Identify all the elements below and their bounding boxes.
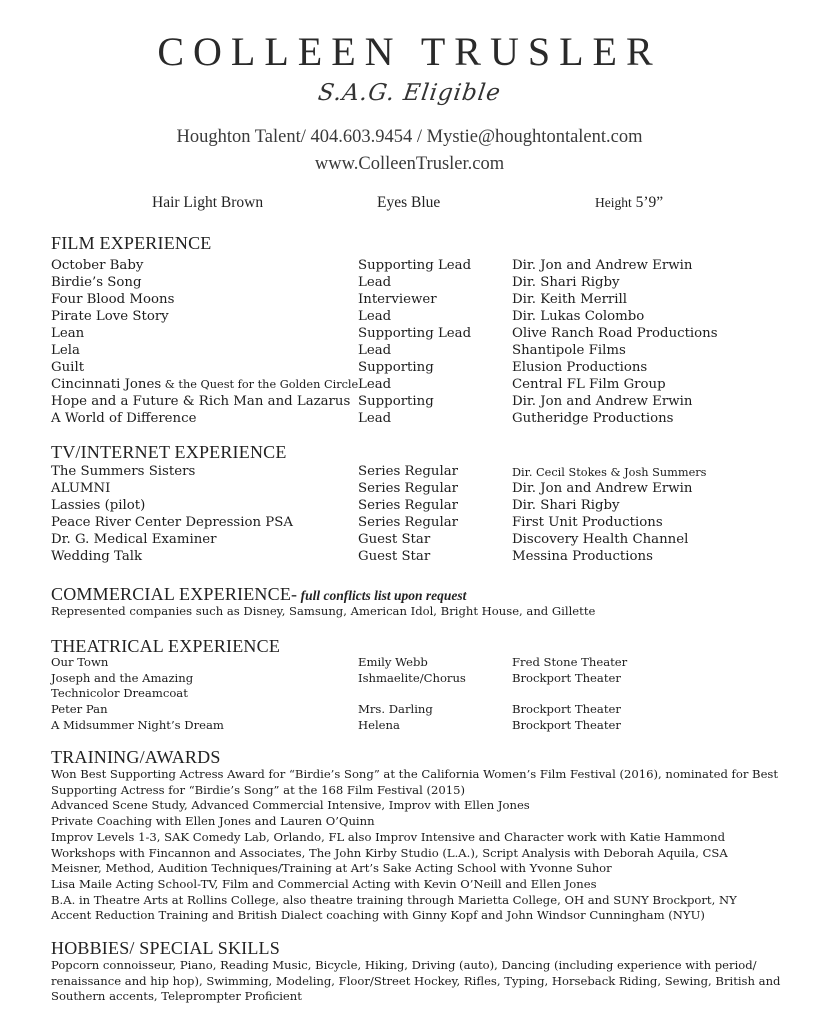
commercial-heading bbox=[51, 584, 466, 605]
theatrical-venue: Brockport Theater bbox=[512, 717, 621, 732]
film-credit: Dir. Jon and Andrew Erwin bbox=[512, 394, 693, 409]
tv-title: Wedding Talk bbox=[51, 549, 143, 564]
theatrical-title: Our Town bbox=[51, 655, 109, 669]
tv-credit: Dir. Jon and Andrew Erwin bbox=[512, 481, 693, 496]
hobbies-list bbox=[51, 958, 781, 1005]
website: www.ColleenTrusler.com bbox=[314, 154, 505, 174]
sag-eligible-signature: S.A.G. Eligible bbox=[316, 80, 503, 106]
training-line: B.A. in Theatre Arts at Rollins College, also theatre training through Marietta College, OH and SUNY Brockport, NY bbox=[51, 892, 737, 907]
film-credit: Shantipole Films bbox=[512, 343, 626, 358]
film-title: Hope and a Future & Rich Man and Lazarus bbox=[51, 394, 351, 409]
film-title: Lela bbox=[51, 343, 80, 358]
film-role: Lead bbox=[358, 377, 392, 392]
theatrical-venue: Fred Stone Theater bbox=[512, 655, 628, 669]
tv-credit: Messina Productions bbox=[512, 549, 653, 564]
training-line: Supporting Actress for “Birdie’s Song” at the 168 Film Festival (2015) bbox=[51, 782, 466, 797]
film-role: Interviewer bbox=[358, 292, 437, 307]
tv-role: Guest Star bbox=[358, 549, 431, 564]
commercial-heading-label: COMMERCIAL EXPERIENCE- bbox=[51, 584, 298, 604]
hair-color: Hair Light Brown bbox=[152, 194, 264, 211]
film-title: October Baby bbox=[51, 258, 144, 273]
tv-title: Peace River Center Depression PSA bbox=[51, 515, 293, 530]
theatrical-title: Peter Pan bbox=[51, 702, 108, 717]
theatrical-title: A Midsummer Night’s Dream bbox=[51, 717, 224, 732]
training-list bbox=[51, 767, 781, 924]
hobbies-line: renaissance and hip hop), Swimming, Modeling, Floor/Street Hockey, Rifles, Typing, Horseback Riding, Sewing, British and bbox=[51, 973, 781, 988]
film-credit: Dir. Keith Merrill bbox=[512, 292, 628, 307]
commercial-text: Represented companies such as Disney, Samsung, American Idol, Bright House, and Gillette bbox=[51, 604, 596, 618]
tv-title: ALUMNI bbox=[51, 481, 111, 496]
film-title: Four Blood Moons bbox=[51, 292, 175, 307]
hobbies-line: Southern accents, Teleprompter Proficient bbox=[51, 989, 302, 1004]
hobbies-line: Popcorn connoisseur, Piano, Reading Music, Bicycle, Hiking, Driving (auto), Dancing (including experience with period/ bbox=[51, 958, 757, 972]
film-title: Pirate Love Story bbox=[51, 309, 169, 324]
training-line: Improv Levels 1-3, SAK Comedy Lab, Orlando, FL also Improv Intensive and Character work with Katie Hammond bbox=[51, 829, 726, 844]
tv-credit: First Unit Productions bbox=[512, 515, 663, 530]
film-role: Supporting Lead bbox=[358, 326, 472, 341]
film-credit: Elusion Productions bbox=[512, 360, 648, 375]
film-role: Lead bbox=[358, 275, 392, 290]
training-line: Private Coaching with Ellen Jones and Lauren O’Quinn bbox=[51, 814, 375, 829]
theatrical-role: Emily Webb bbox=[358, 655, 428, 669]
film-heading: FILM EXPERIENCE bbox=[51, 233, 212, 253]
theatrical-venue: Brockport Theater bbox=[512, 702, 621, 717]
agency-contact: Houghton Talent/ 404.603.9454 / Mystie@houghtontalent.com bbox=[176, 127, 643, 147]
tv-heading: TV/INTERNET EXPERIENCE bbox=[51, 442, 287, 462]
training-line: Lisa Maile Acting School-TV, Film and Commercial Acting with Kevin O’Neill and Ellen Jones bbox=[51, 876, 597, 891]
tv-role: Series Regular bbox=[358, 481, 458, 496]
film-credit: Gutheridge Productions bbox=[512, 411, 674, 426]
tv-credit: Dir. Cecil Stokes & Josh Summers bbox=[512, 466, 707, 479]
film-credit: Dir. Jon and Andrew Erwin bbox=[512, 258, 693, 273]
film-role: Lead bbox=[358, 343, 392, 358]
film-credit: Dir. Shari Rigby bbox=[512, 275, 620, 290]
tv-credit: Discovery Health Channel bbox=[512, 532, 689, 547]
tv-role: Series Regular bbox=[358, 464, 458, 479]
film-role: Supporting bbox=[358, 360, 434, 375]
training-line: Advanced Scene Study, Advanced Commercial Intensive, Improv with Ellen Jones bbox=[51, 798, 530, 813]
film-role: Supporting bbox=[358, 394, 434, 409]
film-role: Lead bbox=[358, 309, 392, 324]
tv-credit: Dir. Shari Rigby bbox=[512, 498, 620, 513]
theatrical-venue: Brockport Theater bbox=[512, 670, 621, 685]
theatrical-role: Ishmaelite/Chorus bbox=[358, 670, 466, 685]
tv-role: Series Regular bbox=[358, 515, 458, 530]
film-role: Supporting Lead bbox=[358, 258, 472, 273]
film-title: A World of Difference bbox=[51, 411, 197, 426]
theatrical-heading: THEATRICAL EXPERIENCE bbox=[51, 636, 281, 656]
film-credit: Olive Ranch Road Productions bbox=[512, 326, 718, 341]
tv-title: Lassies (pilot) bbox=[51, 498, 146, 513]
film-title-suffix: & the Quest for the Golden Circle bbox=[161, 378, 359, 391]
eye-color: Eyes Blue bbox=[377, 194, 441, 211]
training-heading: TRAINING/AWARDS bbox=[51, 747, 221, 767]
film-title: Birdie’s Song bbox=[51, 275, 142, 290]
theatrical-title: Joseph and the Amazing bbox=[51, 670, 194, 685]
theatrical-role: Helena bbox=[358, 717, 400, 732]
film-title: Guilt bbox=[51, 360, 85, 375]
tv-title: The Summers Sisters bbox=[51, 464, 196, 479]
commercial-conflicts-note: full conflicts list upon request bbox=[297, 588, 467, 603]
tv-role: Series Regular bbox=[358, 498, 458, 513]
film-role: Lead bbox=[358, 411, 392, 426]
training-line: Accent Reduction Training and British Dialect coaching with Ginny Kopf and John Windsor Cunningham (NYU) bbox=[51, 908, 705, 923]
theatrical-title: Technicolor Dreamcoat bbox=[51, 686, 188, 701]
film-title-main: Cincinnati Jones bbox=[51, 377, 162, 392]
height-label: Height bbox=[595, 195, 632, 210]
training-line: Won Best Supporting Actress Award for “Birdie’s Song” at the California Women’s Film Festival (2016), nominated for Best bbox=[51, 767, 779, 781]
film-title: Lean bbox=[51, 326, 85, 341]
theatrical-role: Mrs. Darling bbox=[358, 702, 433, 717]
film-credit: Central FL Film Group bbox=[512, 377, 666, 392]
training-line: Meisner, Method, Audition Techniques/Training at Art’s Sake Acting School with Yvonne Suhor bbox=[51, 861, 612, 876]
tv-title: Dr. G. Medical Examiner bbox=[51, 532, 217, 547]
tv-role: Guest Star bbox=[358, 532, 431, 547]
height-value: 5’9” bbox=[635, 194, 664, 211]
hobbies-heading: HOBBIES/ SPECIAL SKILLS bbox=[51, 938, 280, 958]
resume-name: COLLEEN TRUSLER bbox=[157, 29, 662, 74]
training-line: Workshops with Fincannon and Associates, The John Kirby Studio (L.A.), Script Analysis with Deborah Aquila, CSA bbox=[51, 845, 728, 860]
film-title bbox=[51, 376, 358, 393]
height bbox=[595, 194, 663, 212]
film-credit: Dir. Lukas Colombo bbox=[512, 309, 645, 324]
